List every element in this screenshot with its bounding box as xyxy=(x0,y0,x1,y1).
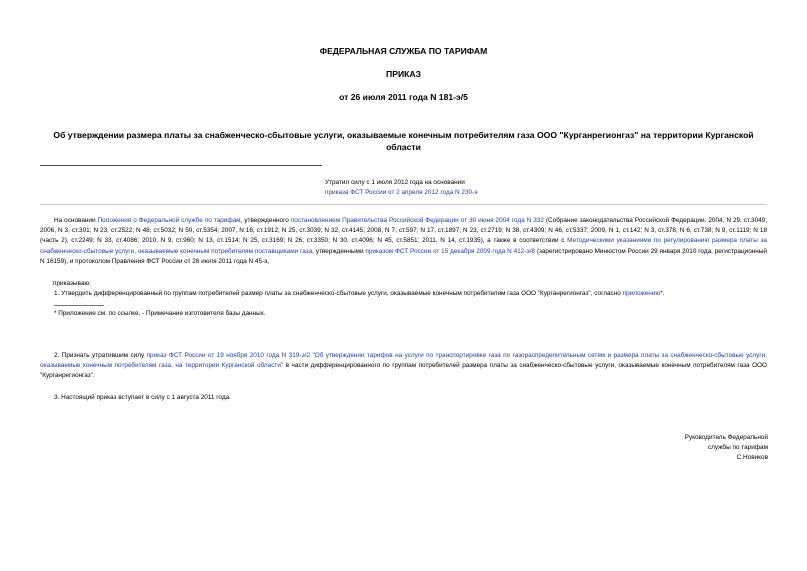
status-note-text: Утратил силу с 1 июля 2012 года на основании xyxy=(325,179,465,186)
signature-position: Руководитель Федеральной xyxy=(684,434,768,441)
item-1: 1. Утвердить дифференцированный по группам потребителей размер платы за снабженческо-сбытовые услуги, оказываемые конечным потребителям газа ООО "Курганрегионгаз", согласно приложению*. xyxy=(54,290,665,297)
document-date: от 26 июля 2011 года N 181-э/5 xyxy=(339,92,468,102)
signature-block xyxy=(685,433,768,464)
agency-name: ФЕДЕРАЛЬНАЯ СЛУЖБА ПО ТАРИФАМ xyxy=(319,46,488,56)
signature-name: С.Новиков xyxy=(736,454,768,462)
item-2: 2. Признать утратившим силу приказ ФСТ России от 19 ноября 2010 года N 319-э/2 "Об утверждении тарифов на услуги по транспортировке газа по газораспределительным сетям и размера платы за снабженческо-сбытовые услуги, оказываемые конечным потребителям газа, на территории Курганской области" в части дифференцированного по группам потребителей размера платы за снабженческо-сбытовые услуги, оказываемые конечным потребителям газа ООО "Курганрегионгаз". xyxy=(40,352,768,380)
footnote: * Приложение см. по ссылке. - Примечание изготовителя базы данных. xyxy=(54,310,266,317)
link-methodical-guidelines[interactable]: Методическими указаниями по регулированию размера платы за снабженческо-сбытовые услуги, оказываемые конечным потребителям поставщиками газа xyxy=(40,237,767,255)
link-fts-order-319[interactable]: приказ ФСТ России от 19 ноября 2010 года N 319-э/2 "Об утверждении тарифов на услуги по транспортировке газа по газораспределительным сетям и размера платы за снабженческо-сбытовые услуги, оказываемые конечным потребителям газа, на территории Курганской области" xyxy=(40,352,767,370)
separator xyxy=(40,204,767,205)
status-note-link[interactable]: приказа ФСТ России от 2 апреля 2012 года N 230-э xyxy=(325,189,478,197)
status-note xyxy=(325,178,625,198)
item-3: 3. Настоящий приказ вступает в силу с 1 августа 2011 года. xyxy=(54,394,231,401)
link-fts-regulation[interactable]: Положения о Федеральной службе по тарифам xyxy=(97,217,241,224)
link-fts-order-412[interactable]: приказом ФСТ России от 15 декабря 2009 года N 412-э/8 xyxy=(365,247,535,255)
signature-agency: службы по тарифам xyxy=(707,444,768,452)
order-word: приказываю: xyxy=(53,280,91,287)
document-type: ПРИКАЗ xyxy=(386,69,421,79)
link-government-decree[interactable]: постановлением Правительства Российской Федерации от 30 июня 2004 года N 332 xyxy=(290,217,544,224)
preamble-paragraph: На основании Положения о Федеральной службе по тарифам, утвержденного постановлением Правительства Российской Федерации от 30 июня 2004 года N 332 (Собрание законодательства Российской Федерации, 2004, N 29, ст.3049; 2006, N 3, ст.301; N 23, ст.2522; N 48, ст.5032; N 50, ст.5354; 2007, N 16, ст.1912; N 25, ст.3039; N 32, ст.4145; 2008, N 7, ст.597; N 17, ст.1897; N 23, ст.2719; N 38, ст.4309; N 46, ст.5337; 2009, N 1, ст.142; N 3, ст.378; N 6, ст.738; N 9, ст.1119; N 18 (часть 2), ст.2249; N 33, ст.4086; 2010, N 9, ст.960; N 13, ст.1514; N 25, ст.3169; N 26, ст.3350; N 30, ст.4096; N 45, ст.5851; 2011, N 14, ст.1935), а также в соответствии с Методическими указаниями по регулированию размера платы за снабженческо-сбытовые услуги, оказываемые конечным потребителям поставщиками газа, утвержденными приказом ФСТ России от 15 декабря 2009 года N 412-э/8 (зарегистрировано Минюстом России 29 января 2010 года, регистрационный N 16159), и протоколом Правления ФСТ России от 26 июля 2011 года N 45-э, xyxy=(40,217,768,265)
footnote-divider xyxy=(54,305,104,306)
document-title: Об утверждении размера платы за снабженческо-сбытовые услуги, оказываемые конечным потребителям газа ООО "Курганрегионгаз" на территории Курганской области xyxy=(53,130,754,152)
title-underline xyxy=(40,165,322,166)
link-appendix[interactable]: приложению xyxy=(622,290,661,297)
